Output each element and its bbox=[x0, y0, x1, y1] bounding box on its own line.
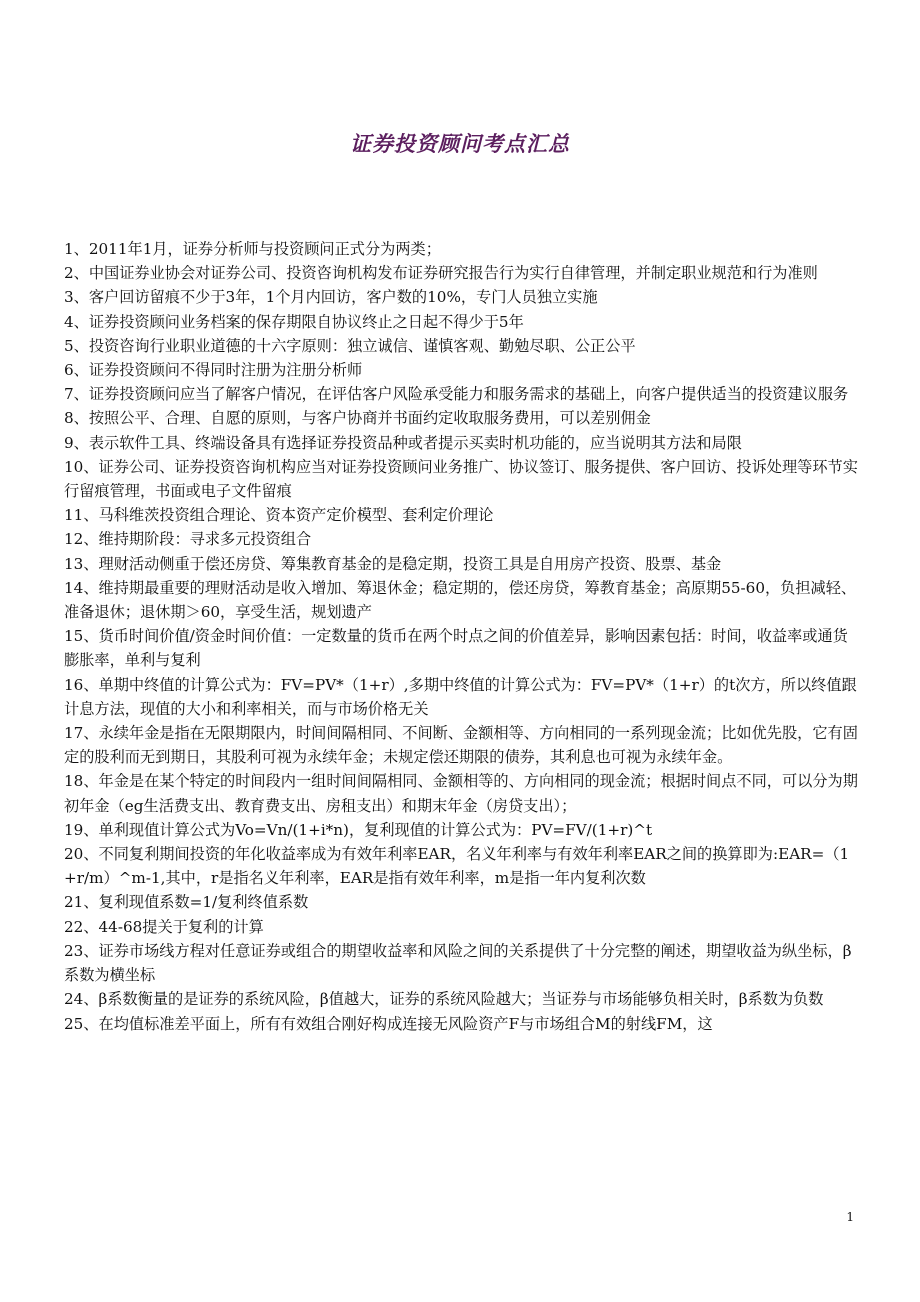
list-item: 20、不同复利期间投资的年化收益率成为有效年利率EAR，名义年利率与有效年利率EAR之间的换算即为:EAR=（1+r/m）^m-1,其中，r是指名义年利率，EAR是指有效年利率，m是指一年内复利次数 bbox=[64, 845, 850, 888]
list-item: 21、复利现值系数=1/复利终值系数 bbox=[64, 893, 309, 912]
list-item: 22、44-68提关于复利的计算 bbox=[64, 917, 264, 936]
list-item: 3、客户回访留痕不少于3年，1个月内回访，客户数的10%，专门人员独立实施 bbox=[64, 288, 598, 307]
list-item: 18、年金是在某个特定的时间段内一组时间间隔相同、金额相等的、方向相同的现金流；根据时间点不同，可以分为期初年金（eg生活费支出、教育费支出、房租支出）和期末年金（房贷支出）； bbox=[64, 772, 858, 815]
document-body bbox=[64, 237, 859, 1036]
list-item: 25、在均值标准差平面上，所有有效组合刚好构成连接无风险资产F与市场组合M的射线FM，这 bbox=[64, 1014, 713, 1033]
page-number: 1 bbox=[846, 1210, 854, 1224]
list-item: 23、证券市场线方程对任意证券或组合的期望收益率和风险之间的关系提供了十分完整的阐述，期望收益为纵坐标，β系数为横坐标 bbox=[64, 941, 852, 985]
list-item: 24、β系数衡量的是证券的系统风险，β值越大，证券的系统风险越大；当证券与市场能够负相关时，β系数为负数 bbox=[64, 990, 824, 1009]
list-item: 14、维持期最重要的理财活动是收入增加、筹退休金；稳定期的，偿还房贷，筹教育基金；高原期55-60，负担减轻、准备退休；退休期＞60，享受生活，规划遗产 bbox=[64, 578, 857, 622]
list-item: 1、2011年1月，证券分析师与投资顾问正式分为两类； bbox=[64, 240, 441, 258]
list-item: 9、表示软件工具、终端设备具有选择证券投资品种或者提示买卖时机功能的，应当说明其方法和局限 bbox=[64, 433, 742, 452]
list-item: 7、证券投资顾问应当了解客户情况，在评估客户风险承受能力和服务需求的基础上，向客户提供适当的投资建议服务 bbox=[64, 385, 849, 404]
list-item: 5、投资咨询行业职业道德的十六字原则：独立诚信、谨慎客观、勤勉尽职、公正公平 bbox=[64, 336, 636, 355]
list-item: 17、永续年金是指在无限期限内，时间间隔相同、不间断、金额相等、方向相同的一系列现金流；比如优先股，它有固定的股利而无到期日，其股利可视为永续年金；未规定偿还期限的债券，其利息也可视为永续年金。 bbox=[64, 724, 858, 767]
list-item: 16、单期中终值的计算公式为：FV=PV*（1+r）,多期中终值的计算公式为：FV=PV*（1+r）的t次方，所以终值跟计息方法，现值的大小和利率相关，而与市场价格无关 bbox=[64, 675, 857, 718]
list-item: 19、单利现值计算公式为Vo=Vn/(1+i*n)，复利现值的计算公式为：PV=FV/(1+r)^t bbox=[64, 820, 653, 839]
list-item: 4、证券投资顾问业务档案的保存期限自协议终止之日起不得少于5年 bbox=[64, 312, 524, 331]
list-item: 13、理财活动侧重于偿还房贷、筹集教育基金的是稳定期，投资工具是自用房产投资、股票、基金 bbox=[64, 554, 722, 573]
list-item: 6、证券投资顾问不得同时注册为注册分析师 bbox=[64, 361, 363, 380]
list-item: 12、维持期阶段：寻求多元投资组合 bbox=[64, 530, 312, 549]
document-title: 证券投资顾问考点汇总 bbox=[350, 132, 570, 156]
list-item: 11、马科维茨投资组合理论、资本资产定价模型、套利定价理论 bbox=[64, 506, 494, 525]
list-item: 2、中国证券业协会对证券公司、投资咨询机构发布证券研究报告行为实行自律管理，并制定职业规范和行为准则 bbox=[64, 264, 818, 283]
list-item: 15、货币时间价值/资金时间价值：一定数量的货币在两个时点之间的价值差异，影响因素包括：时间，收益率或通货膨胀率，单利与复利 bbox=[64, 627, 848, 670]
list-item: 8、按照公平、合理、自愿的原则，与客户协商并书面约定收取服务费用，可以差别佣金 bbox=[64, 409, 651, 428]
list-item: 10、证券公司、证券投资咨询机构应当对证券投资顾问业务推广、协议签订、服务提供、客户回访、投诉处理等环节实行留痕管理，书面或电子文件留痕 bbox=[64, 457, 858, 501]
